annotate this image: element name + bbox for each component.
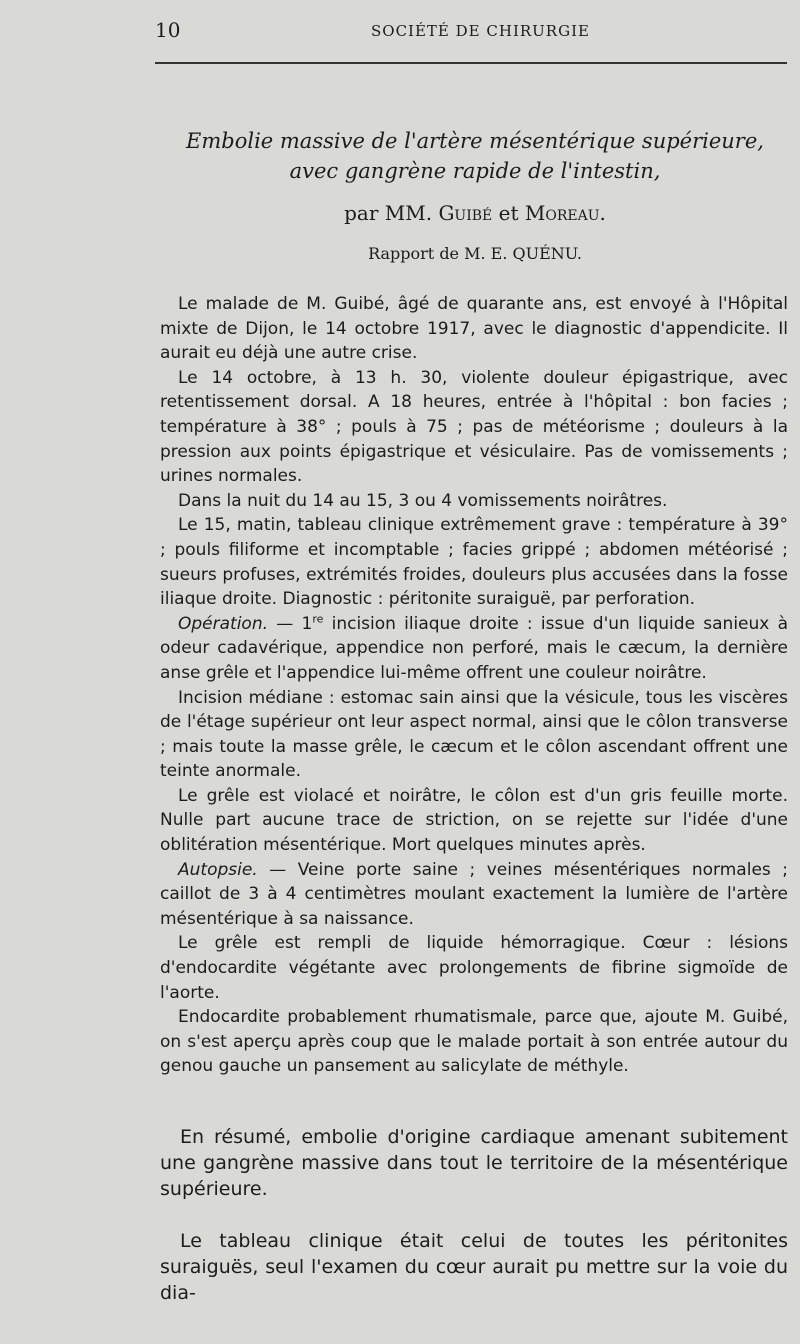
- autopsy-text: — Veine porte saine ; veines mésentériques normales ; caillot de 3 à 4 centimètres moulant exactement la lumière de l'artère mésentérique à sa naissance.: [160, 859, 788, 929]
- report-byline: Rapport de M. E. QUÉNU.: [368, 244, 582, 263]
- author-guibe: Guibé: [438, 201, 493, 225]
- page-header: [155, 18, 785, 46]
- operation-text: incision iliaque droite : issue d'un liquide sanieux à odeur cadavérique, appendice non perforé, mais le cæcum, la dernière anse grêle et l'appendice lui-même offrent une couleur noirâtre.: [160, 613, 788, 683]
- authors-joiner: et: [492, 201, 525, 225]
- article-title-line-2: avec gangrène rapide de l'intestin,: [289, 159, 661, 183]
- operation-dash: — 1: [268, 613, 313, 634]
- paragraph-operation: [160, 612, 788, 686]
- paragraph-median-incision: Incision médiane : estomac sain ainsi que la vésicule, tous les viscères de l'étage supérieur ont leur aspect normal, ainsi que le côlon transverse ; mais toute la masse grêle, le cæcum et le côlon ascendant offrent une teinte anormale.: [160, 687, 788, 782]
- operation-label: Opération.: [178, 613, 269, 634]
- running-head: SOCIÉTÉ DE CHIRURGIE: [371, 22, 590, 40]
- paragraph-clinical-note: Le tableau clinique était celui de toutes les péritonites suraiguës, seul l'examen du cœur aurait pu mettre sur la voie du dia-: [160, 1230, 788, 1304]
- article-title-line-1: Embolie massive de l'artère mésentérique supérieure,: [186, 129, 764, 153]
- paragraph-night: Dans la nuit du 14 au 15, 3 ou 4 vomissements noirâtres.: [178, 490, 668, 511]
- paragraph-heart: Le grêle est rempli de liquide hémorragique. Cœur : lésions d'endocardite végétante avec prolongements de fibrine sigmoïde de l'aorte.: [160, 933, 788, 1003]
- article-title-block: [160, 126, 790, 266]
- page-number: 10: [155, 18, 181, 42]
- paragraph-intestine: Le grêle est violacé et noirâtre, le côlon est d'un gris feuille morte. Nulle part aucune trace de striction, on se rejette sur l'idée d'une oblitération mésentérique. Mort quelques minutes après.: [160, 785, 788, 856]
- paragraph-admission: Le malade de M. Guibé, âgé de quarante ans, est envoyé à l'Hôpital mixte de Dijon, le 14 octobre 1917, avec le diagnostic d'appendicite. Il aurait eu déjà une autre crise.: [160, 294, 788, 364]
- author-moreau: Moreau: [524, 201, 600, 225]
- authors-prefix: par MM.: [344, 201, 439, 225]
- authors-suffix: .: [599, 201, 606, 225]
- paragraph-clinical-picture: Le 15, matin, tableau clinique extrêmement grave : température à 39° ; pouls filiforme et incomptable ; facies grippé ; abdomen météorisé ; sueurs profuses, extrémités froides, douleurs plus accusées dans la fosse iliaque droite. Diagnostic : péritonite suraiguë, par perforation.: [160, 515, 788, 610]
- paragraph-onset: Le 14 octobre, à 13 h. 30, violente douleur épigastrique, avec retentissement dorsal. A 18 heures, entrée à l'hôpital : bon facies ; température à 38° ; pouls à 75 ; pas de météorisme ; douleurs à la pression aux points épigastrique et vésiculaire. Pas de vomissements ; urines normales.: [160, 367, 788, 487]
- operation-superscript: re: [312, 612, 324, 626]
- authors-line: [160, 198, 790, 228]
- summary-section: [160, 1124, 788, 1306]
- paragraph-endocarditis: Endocardite probablement rhumatismale, parce que, ajoute M. Guibé, on s'est aperçu après coup que le malade portait à son entrée autour du genou gauche un pansement au salicylate de méthyle.: [160, 1007, 788, 1077]
- header-rule: [155, 62, 787, 64]
- paragraph-autopsy: [160, 858, 788, 932]
- autopsy-label: Autopsie.: [178, 859, 258, 880]
- case-report-body: [160, 292, 788, 1079]
- paragraph-summary: En résumé, embolie d'origine cardiaque amenant subitement une gangrène massive dans tout le territoire de la mésentérique supérieure.: [160, 1126, 788, 1200]
